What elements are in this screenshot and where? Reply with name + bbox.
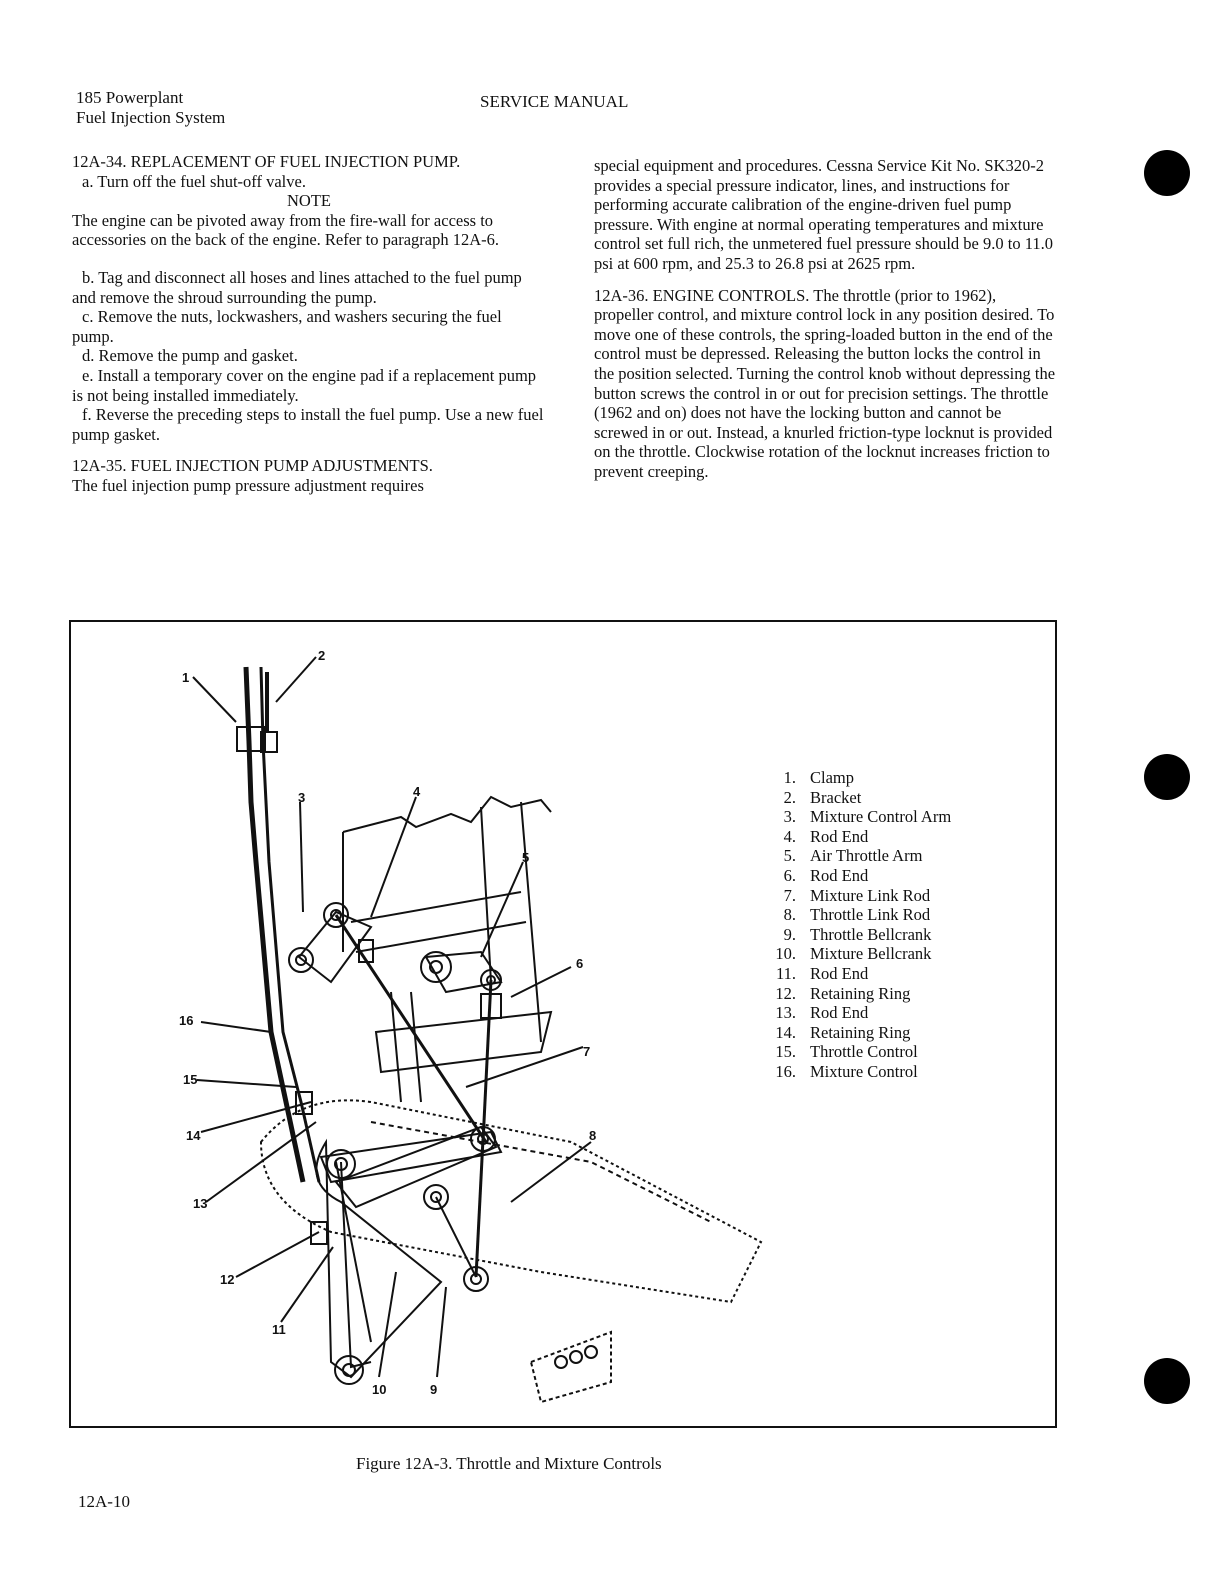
legend-number: 14. bbox=[775, 1022, 796, 1042]
legend-label: Throttle Link Rod bbox=[810, 905, 931, 925]
legend-number: 11. bbox=[775, 963, 796, 983]
legend-item bbox=[762, 866, 951, 886]
callout-2: 2 bbox=[318, 648, 326, 663]
legend-item bbox=[762, 788, 951, 808]
legend-number: 5. bbox=[783, 846, 796, 866]
figure-legend bbox=[762, 768, 951, 1082]
legend-item bbox=[762, 925, 951, 945]
legend-number: 9. bbox=[783, 924, 796, 944]
callout-6: 6 bbox=[576, 956, 584, 971]
step-f: f. Reverse the preceding steps to install the fuel pump. Use a new fuel pump gasket. bbox=[72, 405, 544, 444]
legend-number: 13. bbox=[775, 1003, 796, 1023]
callout-10: 10 bbox=[372, 1382, 387, 1397]
para-12a-36-body: The throttle (prior to 1962), propeller control, and mixture control lock in any position desired. To move one of these controls, the spring-loaded button in the end of the control must be depressed. Releasing the button locks the control in the position selected. Turning the control knob without depressing the button screws the control in or out for precision settings. The throttle (1962 and on) does not have the locking button and cannot be screwed in or out. Instead, a knurled friction-type locknut is provided on the throttle. Clockwise rotation of the locknut increases friction to prevent creeping. bbox=[594, 285, 1056, 481]
legend-label: Rod End bbox=[810, 963, 869, 983]
header-subsection: Fuel Injection System bbox=[76, 108, 226, 127]
heading-12a-34: 12A-34. REPLACEMENT OF FUEL INJECTION PUMP. bbox=[72, 152, 461, 171]
legend-item bbox=[762, 905, 951, 925]
legend-label: Mixture Link Rod bbox=[810, 885, 931, 905]
binder-hole-bottom bbox=[1144, 1358, 1190, 1404]
legend-number: 12. bbox=[775, 983, 796, 1003]
right-column bbox=[594, 156, 1056, 482]
step-c: c. Remove the nuts, lockwashers, and washers securing the fuel pump. bbox=[72, 307, 502, 346]
legend-item bbox=[762, 807, 951, 827]
callout-13: 13 bbox=[193, 1196, 208, 1211]
heading-12a-36: 12A-36. ENGINE CONTROLS. bbox=[594, 285, 810, 305]
legend-number: 6. bbox=[783, 865, 796, 885]
legend-number: 4. bbox=[783, 826, 796, 846]
legend-label: Mixture Control Arm bbox=[810, 807, 952, 827]
callout-3: 3 bbox=[298, 790, 306, 805]
legend-number: 8. bbox=[783, 905, 796, 925]
callout-14: 14 bbox=[186, 1128, 201, 1143]
legend-item bbox=[762, 768, 951, 788]
figure-caption: Figure 12A-3. Throttle and Mixture Controls bbox=[356, 1454, 662, 1473]
legend-label: Bracket bbox=[810, 787, 862, 807]
legend-item bbox=[762, 846, 951, 866]
legend-item bbox=[762, 1003, 951, 1023]
legend-label: Rod End bbox=[810, 865, 869, 885]
legend-label: Rod End bbox=[810, 1003, 869, 1023]
legend-label: Retaining Ring bbox=[810, 1022, 911, 1042]
legend-number: 15. bbox=[775, 1042, 796, 1062]
step-d: d. Remove the pump and gasket. bbox=[82, 346, 298, 366]
callout-12: 12 bbox=[220, 1272, 235, 1287]
legend-label: Throttle Control bbox=[810, 1042, 918, 1062]
para-12a-35-cont: special equipment and procedures. Cessna Service Kit No. SK320-2 provides a special pressure indicator, lines, and instructions for performing accurate calibration of the engine-driven fuel pump pressure. With engine at normal operating temperatures and mixture control set full rich, the unmetered fuel pressure should be 9.0 to 11.0 psi at 600 rpm, and 25.3 to 26.8 psi at 2625 rpm. bbox=[594, 156, 1053, 273]
step-a: a. Turn off the fuel shut-off valve. bbox=[82, 171, 306, 191]
legend-label: Throttle Bellcrank bbox=[810, 924, 932, 944]
legend-label: Rod End bbox=[810, 826, 869, 846]
callout-11: 11 bbox=[272, 1322, 286, 1337]
callout-16: 16 bbox=[179, 1013, 194, 1028]
legend-number: 7. bbox=[783, 885, 796, 905]
legend-number: 3. bbox=[783, 807, 796, 827]
binder-hole-top bbox=[1144, 150, 1190, 196]
legend-label: Mixture Control bbox=[810, 1061, 918, 1081]
legend-number: 16. bbox=[775, 1061, 796, 1081]
legend-item bbox=[762, 984, 951, 1004]
callout-1: 1 bbox=[182, 670, 190, 685]
legend-number: 10. bbox=[775, 944, 796, 964]
legend-item bbox=[762, 827, 951, 847]
legend-label: Clamp bbox=[810, 768, 854, 787]
legend-item bbox=[762, 1023, 951, 1043]
legend-label: Retaining Ring bbox=[810, 983, 911, 1003]
legend-item bbox=[762, 1042, 951, 1062]
callout-4: 4 bbox=[413, 784, 421, 799]
legend-item bbox=[762, 886, 951, 906]
callout-7: 7 bbox=[583, 1044, 591, 1059]
legend-label: Mixture Bellcrank bbox=[810, 944, 932, 964]
binder-hole-middle bbox=[1144, 754, 1190, 800]
header-section: 185 Powerplant bbox=[76, 88, 184, 107]
legend-item bbox=[762, 1062, 951, 1082]
step-b: b. Tag and disconnect all hoses and lines attached to the fuel pump and remove the shroud surrounding the pump. bbox=[72, 267, 522, 307]
note-title: NOTE bbox=[287, 191, 331, 211]
left-column bbox=[72, 152, 546, 496]
header-manual-title: SERVICE MANUAL bbox=[480, 92, 629, 111]
legend-item bbox=[762, 964, 951, 984]
callout-9: 9 bbox=[430, 1382, 438, 1397]
heading-12a-35: 12A-35. FUEL INJECTION PUMP ADJUSTMENTS. bbox=[72, 456, 433, 476]
note-body: The engine can be pivoted away from the fire-wall for access to accessories on the back of the engine. Refer to paragraph 12A-6. bbox=[72, 210, 499, 250]
legend-label: Air Throttle Arm bbox=[810, 846, 923, 866]
legend-item bbox=[762, 944, 951, 964]
step-e: e. Install a temporary cover on the engine pad if a replacement pump is not being installed immediately. bbox=[72, 365, 537, 405]
legend-number: 2. bbox=[783, 787, 796, 807]
page-number: 12A-10 bbox=[78, 1492, 130, 1511]
callout-15: 15 bbox=[183, 1072, 198, 1087]
para-12a-35-start: The fuel injection pump pressure adjustment requires bbox=[72, 475, 424, 495]
legend-number: 1. bbox=[783, 768, 796, 787]
para-12a-36 bbox=[594, 286, 1056, 482]
callout-8: 8 bbox=[589, 1128, 597, 1143]
callout-5: 5 bbox=[522, 850, 530, 865]
